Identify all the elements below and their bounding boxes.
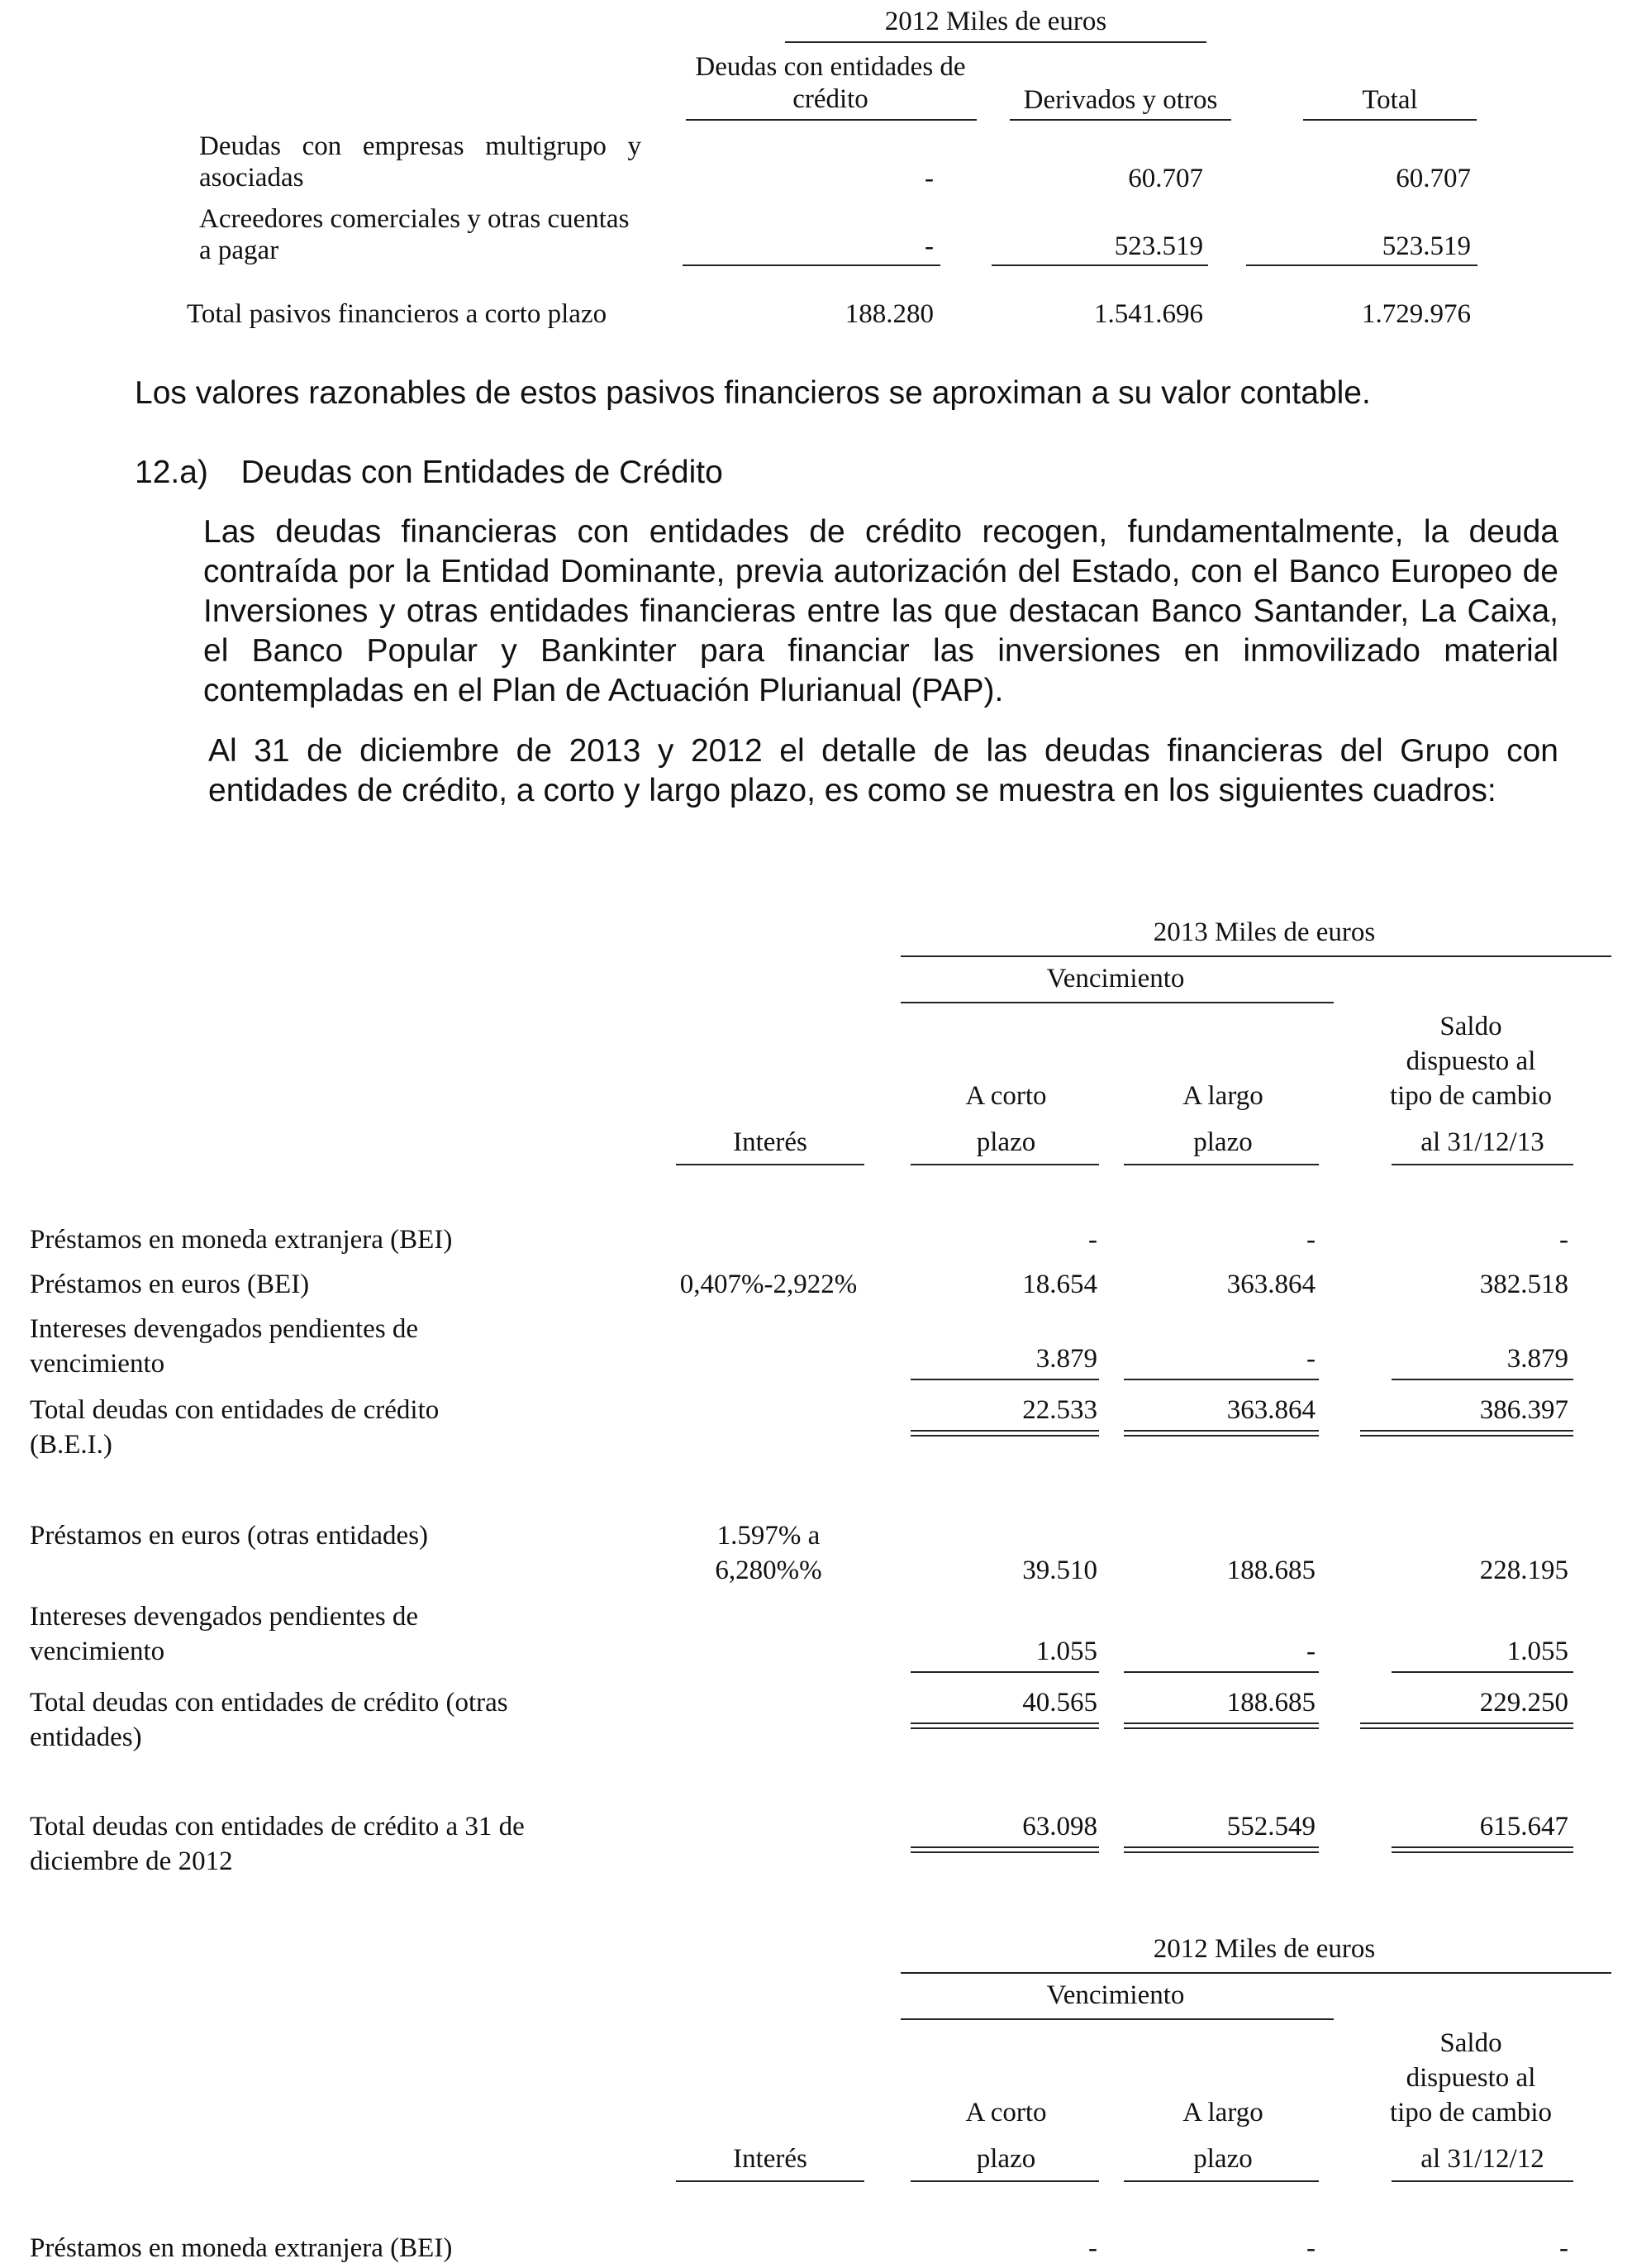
saldo-header: dispuesto al <box>1406 1046 1536 1076</box>
cell-value: 188.685 <box>1226 1556 1316 1585</box>
cell-value: 63.098 <box>1022 1812 1097 1842</box>
total-double-rule <box>911 1722 1099 1729</box>
vencimiento-rule <box>901 1002 1334 1003</box>
cell-value: 60.707 <box>1396 164 1471 193</box>
column-header-total: Total <box>1362 85 1418 115</box>
vencimiento-header: Vencimiento <box>1046 964 1185 993</box>
header-rule <box>901 1972 1611 1974</box>
vencimiento-rule <box>901 2018 1334 2020</box>
corto-header: plazo <box>976 2144 1036 2174</box>
total-double-rule <box>1360 1722 1573 1729</box>
column-rule <box>1010 119 1231 121</box>
section-title: Deudas con Entidades de Crédito <box>240 455 723 490</box>
cell-value: 386.397 <box>1479 1395 1568 1425</box>
column-header-deudas: Deudas con entidades de crédito <box>695 52 966 114</box>
total-label: Total pasivos financieros a corto plazo <box>187 299 607 329</box>
row-label: Préstamos en moneda extranjera (BEI) <box>30 1225 453 1255</box>
section-heading <box>135 453 723 493</box>
row-label: Préstamos en euros (BEI) <box>30 1270 310 1299</box>
interes-header: Interés <box>733 2144 807 2174</box>
total-double-rule <box>1124 1846 1319 1853</box>
total-double-rule <box>911 1846 1099 1853</box>
column-rule <box>1303 119 1477 121</box>
cell-value: - <box>1088 2233 1097 2263</box>
cell-value: 523.519 <box>1114 231 1203 261</box>
column-header-derivados: Derivados y otros <box>1023 85 1218 115</box>
cell-value: - <box>1306 2233 1316 2263</box>
fair-value-note: Los valores razonables de estos pasivos financieros se aproximan a su valor contable. <box>135 375 1371 411</box>
subtotal-rule <box>1392 1671 1573 1673</box>
saldo-header: al 31/12/13 <box>1420 1127 1544 1157</box>
subtotal-rule <box>992 264 1208 266</box>
row-label: Intereses devengados pendientes de <box>30 1602 419 1632</box>
cell-value: 552.549 <box>1226 1812 1316 1842</box>
column-rule <box>911 1164 1099 1165</box>
corto-header: A corto <box>965 2098 1047 2127</box>
saldo-header: dispuesto al <box>1406 2063 1536 2093</box>
largo-header: plazo <box>1193 2144 1253 2174</box>
total-value: 188.280 <box>845 299 934 329</box>
total-value: 1.541.696 <box>1094 299 1203 329</box>
saldo-header: al 31/12/12 <box>1420 2144 1544 2174</box>
largo-header: A largo <box>1182 2098 1263 2127</box>
cell-value: 363.864 <box>1226 1395 1316 1425</box>
header-rule <box>785 41 1206 43</box>
corto-header: plazo <box>976 1127 1036 1157</box>
column-rule <box>1124 2180 1319 2182</box>
row-label: Préstamos en moneda extranjera (BEI) <box>30 2233 453 2263</box>
table-header: 2013 Miles de euros <box>1153 917 1376 947</box>
interest-rate: 1.597% a <box>716 1521 821 1551</box>
subtotal-rule <box>683 264 940 266</box>
cell-value: 615.647 <box>1479 1812 1568 1842</box>
cell-value: 3.879 <box>1035 1344 1097 1374</box>
paragraph-deudas: Las deudas financieras con entidades de crédito recogen, fundamentalmente, la deuda contraída por la Entidad Dominante, previa autorización del Estado, con el Banco Europeo de Inversiones y otras entidades financieras entre las que destacan Banco Santander, La Caixa, el Banco Popular y Bankinter para financiar las inversiones en inmovilizado material contempladas en el Plan de Actuación Plurianual (PAP). <box>203 514 1558 708</box>
subtotal-rule <box>1124 1379 1319 1380</box>
subtotal-rule <box>911 1379 1099 1380</box>
cell-value: 523.519 <box>1382 231 1471 261</box>
column-rule <box>1392 2180 1573 2182</box>
row-label: diciembre de 2012 <box>30 1846 233 1876</box>
cell-value: 40.565 <box>1022 1688 1097 1718</box>
cell-value: 22.533 <box>1022 1395 1097 1425</box>
vencimiento-header: Vencimiento <box>1046 1980 1185 2010</box>
total-value: 1.729.976 <box>1362 299 1471 329</box>
interes-header: Interés <box>733 1127 807 1157</box>
total-double-rule <box>1124 1430 1319 1437</box>
subtotal-rule <box>1246 264 1477 266</box>
total-double-rule <box>1360 1430 1573 1437</box>
row-label: Total deudas con entidades de crédito (otras <box>30 1688 508 1718</box>
cell-value: - <box>1306 1637 1316 1666</box>
subtotal-rule <box>1124 1671 1319 1673</box>
saldo-header: tipo de cambio <box>1389 2098 1553 2127</box>
total-double-rule <box>911 1430 1099 1437</box>
row-label: vencimiento <box>30 1637 165 1666</box>
subtotal-rule <box>1392 1379 1573 1380</box>
cell-value: 363.864 <box>1226 1270 1316 1299</box>
cell-value: - <box>1559 2233 1568 2263</box>
cell-value: 228.195 <box>1479 1556 1568 1585</box>
table-header: 2012 Miles de euros <box>884 7 1107 36</box>
corto-header: A corto <box>965 1081 1047 1111</box>
row-label: entidades) <box>30 1722 142 1752</box>
table-header: 2012 Miles de euros <box>1153 1934 1376 1964</box>
cell-value: 382.518 <box>1479 1270 1568 1299</box>
column-rule <box>1392 1164 1573 1165</box>
cell-value: - <box>1088 1225 1097 1255</box>
row-label: Intereses devengados pendientes de <box>30 1314 419 1344</box>
cell-value: 1.055 <box>1506 1637 1568 1666</box>
cell-value: 60.707 <box>1128 164 1203 193</box>
cell-value: - <box>1306 1344 1316 1374</box>
largo-header: A largo <box>1182 1081 1263 1111</box>
total-double-rule <box>1124 1722 1319 1729</box>
largo-header: plazo <box>1193 1127 1253 1157</box>
column-rule <box>676 1164 864 1165</box>
cell-value: - <box>925 231 934 261</box>
row-label: vencimiento <box>30 1349 165 1379</box>
column-rule <box>1124 1164 1319 1165</box>
cell-value: - <box>1559 1225 1568 1255</box>
total-double-rule <box>1392 1846 1573 1853</box>
subtotal-rule <box>911 1671 1099 1673</box>
saldo-header: Saldo <box>1439 2028 1502 2058</box>
paragraph-detalle: Al 31 de diciembre de 2013 y 2012 el detalle de las deudas financieras del Grupo con entidades de crédito, a corto y largo plazo, es como se muestra en los siguientes cuadros: <box>208 733 1558 808</box>
interest-rate: 6,280%% <box>715 1556 822 1585</box>
cell-value: 188.685 <box>1226 1688 1316 1718</box>
cell-value: 39.510 <box>1022 1556 1097 1585</box>
cell-value: 18.654 <box>1022 1270 1097 1299</box>
column-rule <box>686 119 977 121</box>
cell-value: 229.250 <box>1479 1688 1568 1718</box>
saldo-header: Saldo <box>1439 1012 1502 1041</box>
row-label: Total deudas con entidades de crédito a 31 de <box>30 1812 525 1842</box>
cell-value: - <box>1306 1225 1316 1255</box>
row-label: (B.E.I.) <box>30 1430 112 1460</box>
header-rule <box>901 955 1611 957</box>
row-label: Deudas con empresas multigrupo y asociadas <box>199 131 641 193</box>
cell-value: 3.879 <box>1506 1344 1568 1374</box>
row-label: Préstamos en euros (otras entidades) <box>30 1521 429 1551</box>
row-label: Total deudas con entidades de crédito <box>30 1395 440 1425</box>
column-rule <box>676 2180 864 2182</box>
saldo-header: tipo de cambio <box>1389 1081 1553 1111</box>
cell-value: 1.055 <box>1035 1637 1097 1666</box>
cell-value: - <box>925 164 934 193</box>
interest-rate: 0,407%-2,922% <box>679 1270 858 1299</box>
column-rule <box>911 2180 1099 2182</box>
row-label: Acreedores comerciales y otras cuentas a pagar <box>199 204 630 265</box>
section-number: 12.a) <box>135 455 208 490</box>
